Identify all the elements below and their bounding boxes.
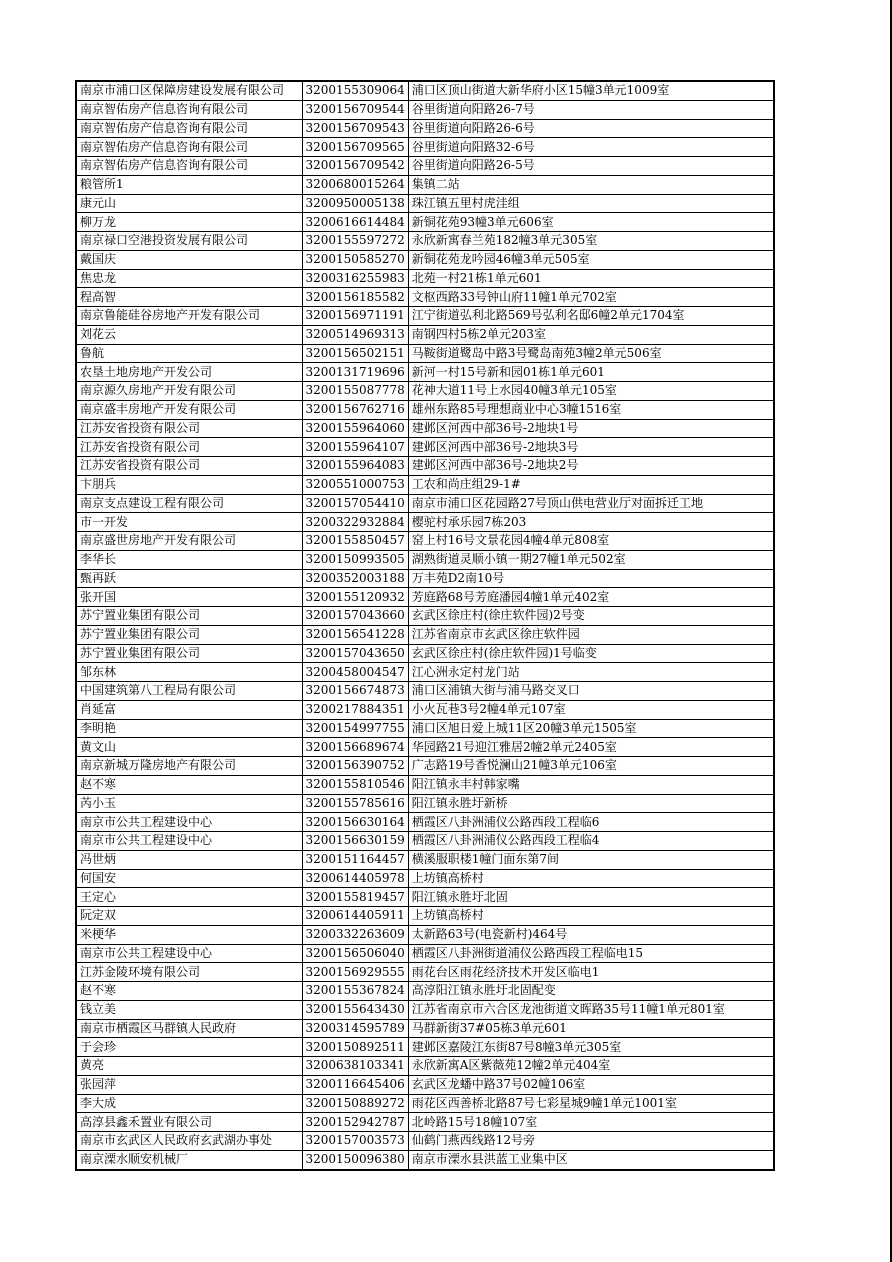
name-cell: 南京禄口空港投资发展有限公司 xyxy=(76,232,302,251)
account-number-cell: 3200156709542 xyxy=(302,157,408,176)
name-cell: 甄再跃 xyxy=(76,569,302,588)
account-number-cell: 3200156541228 xyxy=(302,625,408,644)
name-cell: 南京智佑房产信息咨询有限公司 xyxy=(76,100,302,119)
address-cell: 玄武区徐庄村(徐庄软件园)1号临变 xyxy=(408,644,774,663)
table-row xyxy=(76,344,774,363)
account-number-cell: 3200156185582 xyxy=(302,288,408,307)
account-number-cell: 3200157043660 xyxy=(302,607,408,626)
address-cell: 马鞍街道鹭岛中路3号鹭岛南苑3幢2单元506室 xyxy=(408,344,774,363)
name-cell: 南京支点建设工程有限公司 xyxy=(76,494,302,513)
account-number-cell: 3200150096380 xyxy=(302,1150,408,1169)
name-cell: 李明艳 xyxy=(76,719,302,738)
name-cell: 王定心 xyxy=(76,888,302,907)
address-cell: 谷里街道向阳路26-6号 xyxy=(408,119,774,138)
name-cell: 南京市公共工程建设中心 xyxy=(76,832,302,851)
account-number-cell: 3200155964060 xyxy=(302,419,408,438)
table-row xyxy=(76,1113,774,1132)
name-cell: 市一开发 xyxy=(76,513,302,532)
table-row xyxy=(76,813,774,832)
name-cell: 江苏安省投资有限公司 xyxy=(76,438,302,457)
address-cell: 谷里街道向阳路32-6号 xyxy=(408,138,774,157)
address-cell: 浦口区浦镇大街与浦马路交叉口 xyxy=(408,682,774,701)
account-number-cell: 3200150892511 xyxy=(302,1038,408,1057)
address-cell: 建邺区河西中部36号-2地块1号 xyxy=(408,419,774,438)
name-cell: 焦忠龙 xyxy=(76,269,302,288)
table-row xyxy=(76,288,774,307)
name-cell: 粮管所1 xyxy=(76,175,302,194)
table-row xyxy=(76,588,774,607)
name-cell: 南京智佑房产信息咨询有限公司 xyxy=(76,119,302,138)
name-cell: 赵不寒 xyxy=(76,775,302,794)
address-cell: 南京市溧水县洪蓝工业集中区 xyxy=(408,1150,774,1169)
account-number-cell: 3200950005138 xyxy=(302,194,408,213)
table-row xyxy=(76,982,774,1001)
address-cell: 北苑一村21栋1单元601 xyxy=(408,269,774,288)
address-cell: 栖霞区八卦洲浦仪公路西段工程临4 xyxy=(408,832,774,851)
table-row xyxy=(76,663,774,682)
address-cell: 马群新街37#05栋3单元601 xyxy=(408,1019,774,1038)
account-number-cell: 3200156674873 xyxy=(302,682,408,701)
account-number-cell: 3200154997755 xyxy=(302,719,408,738)
account-number-cell: 3200614405978 xyxy=(302,869,408,888)
table-row xyxy=(76,625,774,644)
address-cell: 谷里街道向阳路26-5号 xyxy=(408,157,774,176)
address-cell: 万丰苑D2南10号 xyxy=(408,569,774,588)
table-row xyxy=(76,888,774,907)
address-cell: 湖熟街道灵顺小镇一期27幢1单元502室 xyxy=(408,550,774,569)
account-number-cell: 3200352003188 xyxy=(302,569,408,588)
table-row xyxy=(76,475,774,494)
name-cell: 苏宁置业集团有限公司 xyxy=(76,607,302,626)
address-cell: 谷里街道向阳路26-7号 xyxy=(408,100,774,119)
account-number-cell: 3200155819457 xyxy=(302,888,408,907)
address-cell: 新河一村15号新和园01栋1单元601 xyxy=(408,363,774,382)
table-row xyxy=(76,400,774,419)
account-number-cell: 3200638103341 xyxy=(302,1057,408,1076)
table-row xyxy=(76,119,774,138)
table-row xyxy=(76,719,774,738)
address-cell: 仙鹤门燕西线路12号旁 xyxy=(408,1132,774,1151)
name-cell: 赵不寒 xyxy=(76,982,302,1001)
name-cell: 冯世炳 xyxy=(76,850,302,869)
account-number-cell: 3200680015264 xyxy=(302,175,408,194)
name-cell: 李大成 xyxy=(76,1094,302,1113)
address-cell: 太新路63号(电瓷新村)464号 xyxy=(408,925,774,944)
name-cell: 钱立美 xyxy=(76,1000,302,1019)
address-cell: 浦口区旭日爱上城11区20幢3单元1505室 xyxy=(408,719,774,738)
table-row xyxy=(76,794,774,813)
table-row xyxy=(76,832,774,851)
name-cell: 南京溧水顺安机械厂 xyxy=(76,1150,302,1169)
name-cell: 邹东林 xyxy=(76,663,302,682)
table-row xyxy=(76,944,774,963)
name-cell: 南京新城万隆房地产有限公司 xyxy=(76,757,302,776)
table-row xyxy=(76,1150,774,1169)
address-cell: 南京市浦口区花园路27号顶山供电营业厅对面拆迁工地 xyxy=(408,494,774,513)
table-row xyxy=(76,363,774,382)
table-row xyxy=(76,1038,774,1057)
address-cell: 雨花区西善桥北路87号七彩星城9幢1单元1001室 xyxy=(408,1094,774,1113)
name-cell: 农垦土地房地产开发公司 xyxy=(76,363,302,382)
table-row xyxy=(76,925,774,944)
name-cell: 高淳县鑫禾置业有限公司 xyxy=(76,1113,302,1132)
name-cell: 南京智佑房产信息咨询有限公司 xyxy=(76,157,302,176)
name-cell: 南京市栖霞区马群镇人民政府 xyxy=(76,1019,302,1038)
address-cell: 樱驼村承乐园7栋203 xyxy=(408,513,774,532)
table-row xyxy=(76,757,774,776)
table-row xyxy=(76,250,774,269)
address-cell: 华园路21号迎江雅居2幢2单元2405室 xyxy=(408,738,774,757)
data-table xyxy=(75,80,775,1171)
table-row xyxy=(76,700,774,719)
account-number-cell: 3200514969313 xyxy=(302,325,408,344)
account-number-cell: 3200155087778 xyxy=(302,382,408,401)
account-number-cell: 3200332263609 xyxy=(302,925,408,944)
table-row xyxy=(76,194,774,213)
table-row xyxy=(76,963,774,982)
table-row xyxy=(76,269,774,288)
address-cell: 永欣新寓A区紫薇苑12幢2单元404室 xyxy=(408,1057,774,1076)
name-cell: 苏宁置业集团有限公司 xyxy=(76,625,302,644)
account-number-cell: 3200155367824 xyxy=(302,982,408,1001)
account-number-cell: 3200458004547 xyxy=(302,663,408,682)
address-cell: 建邺区河西中部36号-2地块2号 xyxy=(408,457,774,476)
name-cell: 南京市公共工程建设中心 xyxy=(76,813,302,832)
table-row xyxy=(76,1019,774,1038)
account-number-cell: 3200156630164 xyxy=(302,813,408,832)
table-row xyxy=(76,1094,774,1113)
name-cell: 米梗华 xyxy=(76,925,302,944)
account-number-cell: 3200156502151 xyxy=(302,344,408,363)
address-cell: 阳江镇永胜圩北固 xyxy=(408,888,774,907)
address-cell: 小火瓦巷3号2幢4单元107室 xyxy=(408,700,774,719)
name-cell: 阮定双 xyxy=(76,907,302,926)
name-cell: 南京鲁能硅谷房地产开发有限公司 xyxy=(76,307,302,326)
account-number-cell: 3200116645406 xyxy=(302,1075,408,1094)
account-number-cell: 3200155850457 xyxy=(302,532,408,551)
table-row xyxy=(76,644,774,663)
account-number-cell: 3200156689674 xyxy=(302,738,408,757)
table-row xyxy=(76,775,774,794)
table-body xyxy=(76,81,774,1170)
address-cell: 玄武区徐庄村(徐庄软件园)2号变 xyxy=(408,607,774,626)
account-number-cell: 3200150585270 xyxy=(302,250,408,269)
table-row xyxy=(76,907,774,926)
table-row xyxy=(76,569,774,588)
account-number-cell: 3200217884351 xyxy=(302,700,408,719)
name-cell: 南京智佑房产信息咨询有限公司 xyxy=(76,138,302,157)
table-row xyxy=(76,81,774,100)
account-number-cell: 3200155964083 xyxy=(302,457,408,476)
name-cell: 何国安 xyxy=(76,869,302,888)
name-cell: 江苏金陵环境有限公司 xyxy=(76,963,302,982)
name-cell: 康元山 xyxy=(76,194,302,213)
name-cell: 南京市玄武区人民政府玄武湖办事处 xyxy=(76,1132,302,1151)
account-number-cell: 3200151164457 xyxy=(302,850,408,869)
address-cell: 高淳阳江镇永胜圩北固配变 xyxy=(408,982,774,1001)
account-number-cell: 3200156506040 xyxy=(302,944,408,963)
table-row xyxy=(76,175,774,194)
account-number-cell: 3200156709565 xyxy=(302,138,408,157)
name-cell: 南京市浦口区保障房建设发展有限公司 xyxy=(76,81,302,100)
account-number-cell: 3200316255983 xyxy=(302,269,408,288)
address-cell: 雄州东路85号理想商业中心3幢1516室 xyxy=(408,400,774,419)
address-cell: 阳江镇永胜圩新桥 xyxy=(408,794,774,813)
table-row xyxy=(76,232,774,251)
address-cell: 建邺区嘉陵江东街87号8幢3单元305室 xyxy=(408,1038,774,1057)
account-number-cell: 3200614405911 xyxy=(302,907,408,926)
name-cell: 鲁航 xyxy=(76,344,302,363)
address-cell: 栖霞区八卦洲浦仪公路西段工程临6 xyxy=(408,813,774,832)
name-cell: 江苏安省投资有限公司 xyxy=(76,457,302,476)
address-cell: 南钢四村5栋2单元203室 xyxy=(408,325,774,344)
table-row xyxy=(76,1057,774,1076)
account-number-cell: 3200314595789 xyxy=(302,1019,408,1038)
address-cell: 芳庭路68号芳庭潘园4幢1单元402室 xyxy=(408,588,774,607)
account-number-cell: 3200155964107 xyxy=(302,438,408,457)
account-number-cell: 3200150889272 xyxy=(302,1094,408,1113)
name-cell: 黄亮 xyxy=(76,1057,302,1076)
name-cell: 李华长 xyxy=(76,550,302,569)
table-row xyxy=(76,513,774,532)
table-row xyxy=(76,869,774,888)
name-cell: 江苏安省投资有限公司 xyxy=(76,419,302,438)
address-cell: 新铜花苑93幢3单元606室 xyxy=(408,213,774,232)
account-number-cell: 3200152942787 xyxy=(302,1113,408,1132)
table-row xyxy=(76,438,774,457)
account-number-cell: 3200155810546 xyxy=(302,775,408,794)
account-number-cell: 3200616614484 xyxy=(302,213,408,232)
name-cell: 张开国 xyxy=(76,588,302,607)
account-number-cell: 3200156390752 xyxy=(302,757,408,776)
address-cell: 集镇二站 xyxy=(408,175,774,194)
account-number-cell: 3200156762716 xyxy=(302,400,408,419)
name-cell: 芮小玉 xyxy=(76,794,302,813)
address-cell: 浦口区顶山街道大新华府小区15幢3单元1009室 xyxy=(408,81,774,100)
address-cell: 广志路19号香悦澜山21幢3单元106室 xyxy=(408,757,774,776)
address-cell: 雨花台区雨花经济技术开发区临电1 xyxy=(408,963,774,982)
name-cell: 张园萍 xyxy=(76,1075,302,1094)
account-number-cell: 3200157003573 xyxy=(302,1132,408,1151)
table-row xyxy=(76,100,774,119)
table-row xyxy=(76,682,774,701)
name-cell: 南京盛丰房地产开发有限公司 xyxy=(76,400,302,419)
name-cell: 南京源久房地产开发有限公司 xyxy=(76,382,302,401)
table-row xyxy=(76,550,774,569)
address-cell: 上坊镇高桥村 xyxy=(408,869,774,888)
address-cell: 永欣新寓春兰苑182幢3单元305室 xyxy=(408,232,774,251)
name-cell: 南京市公共工程建设中心 xyxy=(76,944,302,963)
account-number-cell: 3200157043650 xyxy=(302,644,408,663)
account-number-cell: 3200156709543 xyxy=(302,119,408,138)
table-row xyxy=(76,138,774,157)
account-number-cell: 3200155785616 xyxy=(302,794,408,813)
account-number-cell: 3200155597272 xyxy=(302,232,408,251)
address-cell: 江苏省南京市六合区龙池街道文晖路35号11幢1单元801室 xyxy=(408,1000,774,1019)
table-row xyxy=(76,1132,774,1151)
address-cell: 花神大道11号上水园40幢3单元105室 xyxy=(408,382,774,401)
table-row xyxy=(76,1000,774,1019)
table-row xyxy=(76,419,774,438)
name-cell: 程高智 xyxy=(76,288,302,307)
name-cell: 戴国庆 xyxy=(76,250,302,269)
name-cell: 于会珍 xyxy=(76,1038,302,1057)
address-cell: 窑上村16号文景花园4幢4单元808室 xyxy=(408,532,774,551)
address-cell: 横溪服职楼1幢门面东第7间 xyxy=(408,850,774,869)
name-cell: 中国建筑第八工程局有限公司 xyxy=(76,682,302,701)
name-cell: 肖延富 xyxy=(76,700,302,719)
account-number-cell: 3200156709544 xyxy=(302,100,408,119)
name-cell: 柳万龙 xyxy=(76,213,302,232)
table-row xyxy=(76,382,774,401)
table-row xyxy=(76,738,774,757)
table-row xyxy=(76,457,774,476)
account-number-cell: 3200131719696 xyxy=(302,363,408,382)
account-number-cell: 3200150993505 xyxy=(302,550,408,569)
address-cell: 江苏省南京市玄武区徐庄软件园 xyxy=(408,625,774,644)
account-number-cell: 3200155120932 xyxy=(302,588,408,607)
address-cell: 新铜花苑龙吟园46幢3单元505室 xyxy=(408,250,774,269)
name-cell: 南京盛世房地产开发有限公司 xyxy=(76,532,302,551)
table-row xyxy=(76,494,774,513)
table-row xyxy=(76,532,774,551)
address-cell: 工农和尚庄组29-1# xyxy=(408,475,774,494)
address-cell: 江宁街道弘利北路569号弘利名邸6幢2单元1704室 xyxy=(408,307,774,326)
address-cell: 建邺区河西中部36号-2地块3号 xyxy=(408,438,774,457)
account-number-cell: 3200155643430 xyxy=(302,1000,408,1019)
account-number-cell: 3200155309064 xyxy=(302,81,408,100)
account-number-cell: 3200156929555 xyxy=(302,963,408,982)
account-number-cell: 3200322932884 xyxy=(302,513,408,532)
address-cell: 上坊镇高桥村 xyxy=(408,907,774,926)
table-row xyxy=(76,607,774,626)
address-cell: 文枢西路33号钟山府11幢1单元702室 xyxy=(408,288,774,307)
name-cell: 卞朋兵 xyxy=(76,475,302,494)
table-row xyxy=(76,157,774,176)
address-cell: 北岭路15号18幢107室 xyxy=(408,1113,774,1132)
table-row xyxy=(76,213,774,232)
address-cell: 栖霞区八卦洲街道浦仪公路西段工程临电15 xyxy=(408,944,774,963)
name-cell: 刘花云 xyxy=(76,325,302,344)
table-row xyxy=(76,325,774,344)
address-cell: 阳江镇永丰村韩家嘴 xyxy=(408,775,774,794)
name-cell: 黄文山 xyxy=(76,738,302,757)
address-cell: 江心洲永定村龙门站 xyxy=(408,663,774,682)
account-number-cell: 3200156971191 xyxy=(302,307,408,326)
account-number-cell: 3200156630159 xyxy=(302,832,408,851)
account-number-cell: 3200551000753 xyxy=(302,475,408,494)
table-row xyxy=(76,307,774,326)
account-number-cell: 3200157054410 xyxy=(302,494,408,513)
address-cell: 珠江镇五里村虎洼组 xyxy=(408,194,774,213)
table-row xyxy=(76,850,774,869)
address-cell: 玄武区龙蟠中路37号02幢106室 xyxy=(408,1075,774,1094)
name-cell: 苏宁置业集团有限公司 xyxy=(76,644,302,663)
table-row xyxy=(76,1075,774,1094)
